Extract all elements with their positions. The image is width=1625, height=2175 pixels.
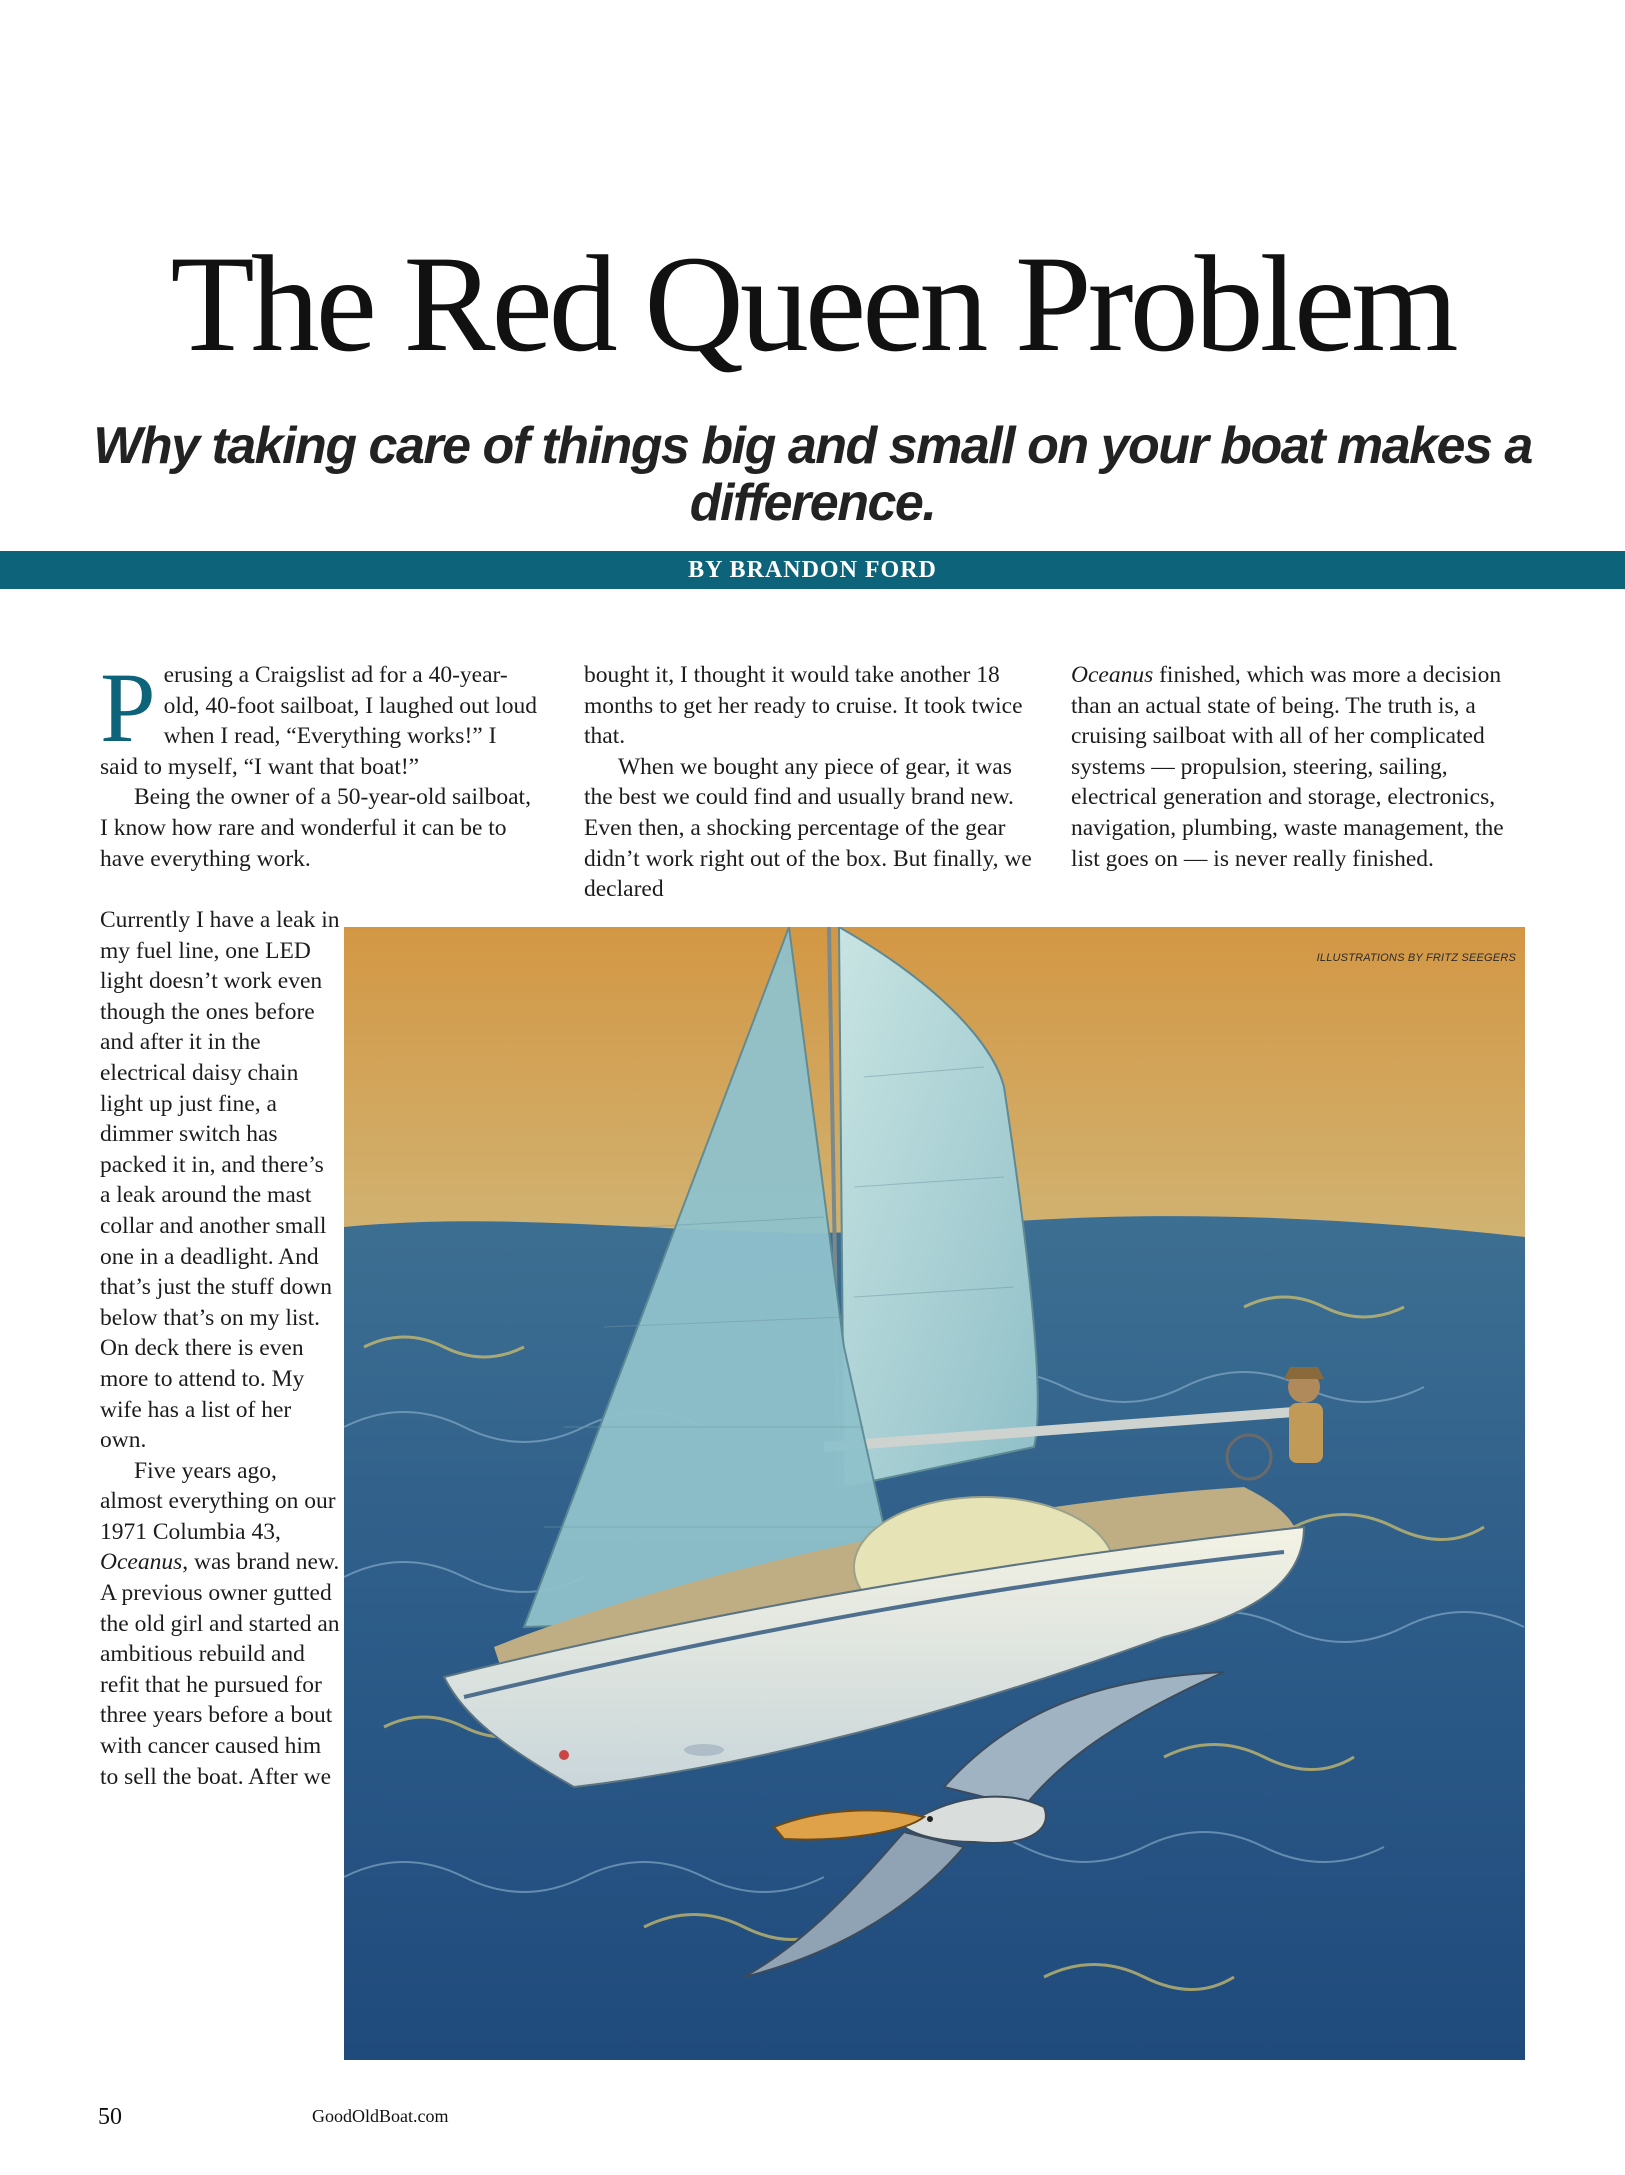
paragraph-6-text: finished, which was more a decision than an actual state of being. The truth is, a cruising sailboat with all of her complicated systems — propulsion, steering, sailing, electrical generation and storage, electronics, navigation, plumbing, waste management, the list goes on — is never really finished. bbox=[1071, 662, 1504, 872]
column-2 bbox=[584, 660, 1044, 905]
paragraph-6 bbox=[1071, 660, 1531, 874]
column-1-narrow bbox=[100, 905, 340, 1792]
drop-cap: P bbox=[100, 652, 156, 763]
boat-name: Oceanus bbox=[1071, 662, 1154, 688]
paragraph-5: When we bought any piece of gear, it was the best we could find and usually brand new. Even then, a shocking percentage of the gear didn’t work right out of the box. But finally, we declared bbox=[584, 753, 1032, 903]
illustration-credit: ILLUSTRATIONS BY FRITZ SEEGERS bbox=[1316, 952, 1516, 964]
article-title: The Red Queen Problem bbox=[170, 227, 1455, 380]
article-subtitle: Why taking care of things big and small on your boat makes a difference. bbox=[93, 417, 1532, 533]
page-number: 50 bbox=[98, 2104, 122, 2130]
paragraph-3-text-b: , was brand new. A previous owner gutted the old girl and started an ambitious rebuild and refit that he pursued for three years before a bout with cancer caused him to sell the boat. After we bbox=[100, 1549, 340, 1790]
paragraph-2-top: Being the owner of a 50-year-old sailboat, I know how rare and wonderful it can be to have everything work. bbox=[100, 784, 531, 872]
paragraph-3-text-a: Five years ago, almost everything on our 1971 Columbia 43, bbox=[100, 1457, 336, 1545]
byline: BY BRANDON FORD bbox=[688, 557, 937, 583]
site-url: GoodOldBoat.com bbox=[312, 2106, 449, 2126]
paragraph-2-continued: Currently I have a leak in my fuel line, one LED light doesn’t work even though the ones before and after it in the electrical daisy chain light up just fine, a dimmer switch has packed it in, and there’s a leak around the mast collar and another small one in a deadlight. And that’s just the stuff down below that’s on my list. On deck there is even more to attend to. My wife has a list of her own. bbox=[100, 907, 340, 1454]
paragraph-3 bbox=[100, 1456, 340, 1793]
sailboat-illustration bbox=[344, 927, 1525, 2060]
column-1-top bbox=[100, 652, 540, 874]
paragraph-1-text: erusing a Craigslist ad for a 40-year-old, 40-foot sailboat, I laughed out loud when I read, “Everything works!” I said to myself, “I want that boat!” bbox=[100, 662, 537, 780]
paragraph-4: bought it, I thought it would take another 18 months to get her ready to cruise. It took twice that. bbox=[584, 662, 1023, 750]
column-3 bbox=[1071, 660, 1531, 874]
paragraph-1 bbox=[100, 652, 540, 782]
boat-name: Oceanus bbox=[100, 1549, 183, 1576]
